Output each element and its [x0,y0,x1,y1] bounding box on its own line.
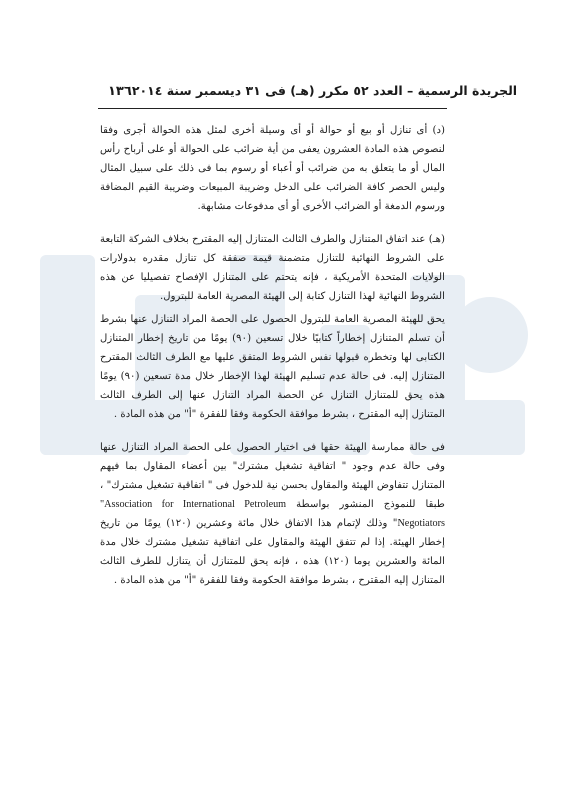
paragraph-e: (هـ) عند اتفاق المتنازل والطرف الثالث المتنازل إليه المقترح بخلاف الشركة التابعة على الشروط النهائية للتنازل متضمنة قيمة صفقة كل تنازل مقدره بدولارات الولايات المتحدة الأمريكية ، فإنه يتحتم على المتنازل الإفصاح تفصيليا عن هذه الشروط النهائية لهذا التنازل كتابة إلى الهيئة المصرية العامة للبترول. [100,234,445,302]
document-body [100,121,445,594]
joint-operating-continuation: " وذلك لإتمام هذا الاتفاق خلال مائة وعشرين (١٢٠) يومًا من تاريخ إخطار الهيئة. إذا لم تتفق الهيئة والمقاول على اتفاقية تشغيل مشترك خلال مدة المائة والعشرين يوما (١٢٠) هذه ، فإنه يحق للمتنازل أن يتنازل للطرف الثالث المتنازل إليه المقترح ، بشرط موافقة الحكومة وفقا للفقرة "أ" من هذه المادة . [100,518,445,586]
gazette-title: الجريدة الرسمية – العدد ٥٢ مكرر (هـ) فى ٣١ ديسمبر سنة ٢٠١٤ [131,83,518,98]
paragraph-egpc-right: يحق للهيئة المصرية العامة للبترول الحصول على الحصة المراد التنازل عنها بشرط أن تسلم المتنازل إخطاراً كتابيًا خلال تسعين (٩٠) يومًا من تاريخ إخطار المتنازل الكتابى لها وتخطره قبولها نفس الشروط المتفق عليها مع الطرف الثالث المقترح المتنازل إليه. فى حالة عدم تسليم الهيئة لهذا الإخطار خلال مدة تسعين (٩٠) يومًا هذه يحق للمتنازل التنازل عن الحصة المراد التنازل عنها إلى الطرف الثالث المتنازل إليه المقترح ، بشرط موافقة الحكومة وفقا للفقرة "أ" من هذه المادة . [100,314,445,420]
header-rule [98,108,447,109]
page-header [98,83,518,99]
paragraph-d: (د) أى تنازل أو بيع أو حوالة أو أى وسيلة أخرى لمثل هذه الحوالة أجرى وفقا لنصوص هذه المادة العشرون يعفى من أية ضرائب على الحوالة أو على أرباح رأس المال أو ما يتعلق به من ضرائب أو أعباء أو رسوم بما فى ذلك على سبيل المثال وليس الحصر كافة الضرائب على الدخل وضريبة المبيعات وضريبة القيم المضافة ورسوم الدمغة أو الضرائب الأخرى أو أى مدفوعات مشابهة. [100,125,445,212]
joint-operating-text: فى حالة ممارسة الهيئة حقها فى اختيار الحصول على الحصة المراد التنازل عنها وفى حالة عدم وجود " اتفاقية تشغيل مشترك" بين أعضاء المقاول بما فيهم المتنازل تتفاوض الهيئة والمقاول بحسن نية للدخول فى " اتفاقية تشغيل مشترك" ، طبقا للنموذج المنشور بواسطة [100,442,445,510]
aipn-name: "Association for International Petroleum Negotiators [100,499,445,529]
page-number: ١٣٦ [108,84,132,99]
paragraph-joint-operating [100,438,445,590]
